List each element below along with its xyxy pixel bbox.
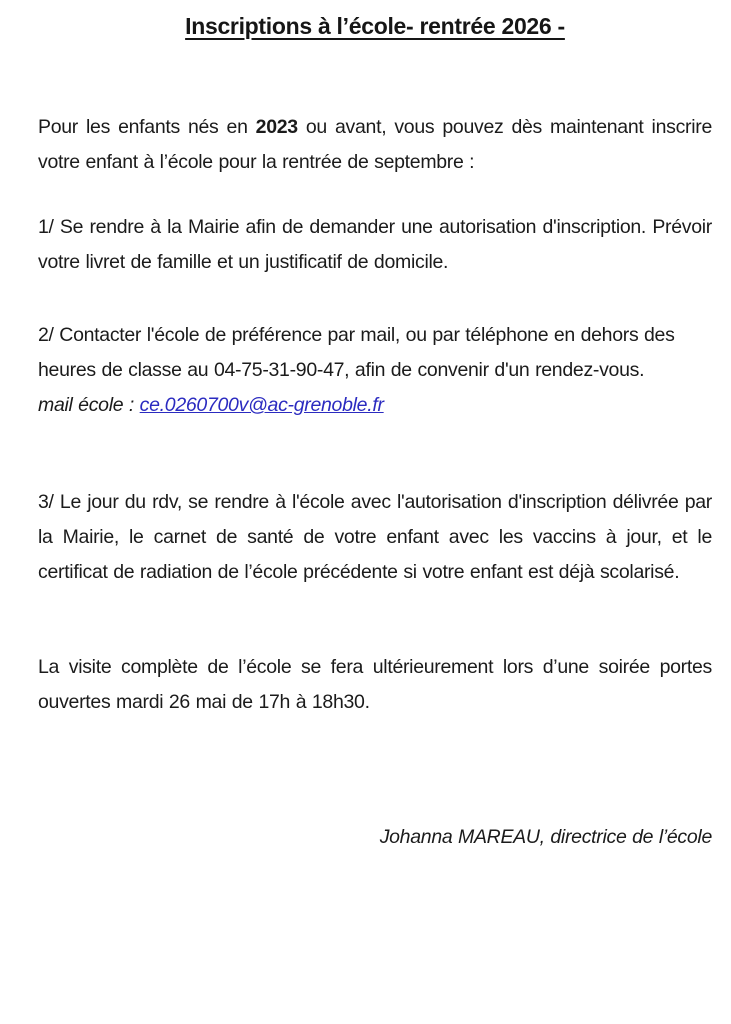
school-email-link[interactable]: ce.0260700v@ac-grenoble.fr (139, 394, 384, 416)
open-house-paragraph: La visite complète de l’école se fera ultérieurement lors d’une soirée portes ouvertes mardi 26 mai de 17h à 18h30. (38, 656, 712, 713)
intro-paragraph (38, 110, 712, 180)
intro-text-after-year: ou avant, vous pouvez dès maintenant inscrire votre enfant à l’école pour la rentrée de septembre : (38, 116, 712, 173)
step-2-paragraph: 2/ Contacter l'école de préférence par mail, ou par téléphone en dehors des heures de classe au 04-75-31-90-47, afin de convenir d'un rendez-vous. (38, 324, 675, 381)
school-email-line (38, 388, 712, 423)
birth-year-bold: 2023 (255, 116, 298, 138)
step-3-paragraph: 3/ Le jour du rdv, se rendre à l'école avec l'autorisation d'inscription délivrée par la Mairie, le carnet de santé de votre enfant avec les vaccins à jour, et le certificat de radiation de l’école précédente si votre enfant est déjà scolarisé. (38, 491, 712, 583)
school-email-label: mail école : (38, 394, 140, 416)
intro-text-before-year: Pour les enfants nés en (38, 116, 256, 138)
step-1-paragraph: 1/ Se rendre à la Mairie afin de demander une autorisation d'inscription. Prévoir votre livret de famille et un justificatif de domicile. (38, 216, 712, 273)
page-title: Inscriptions à l’école- rentrée 2026 - (185, 13, 565, 39)
signature-line: Johanna MAREAU, directrice de l’école (379, 826, 712, 848)
